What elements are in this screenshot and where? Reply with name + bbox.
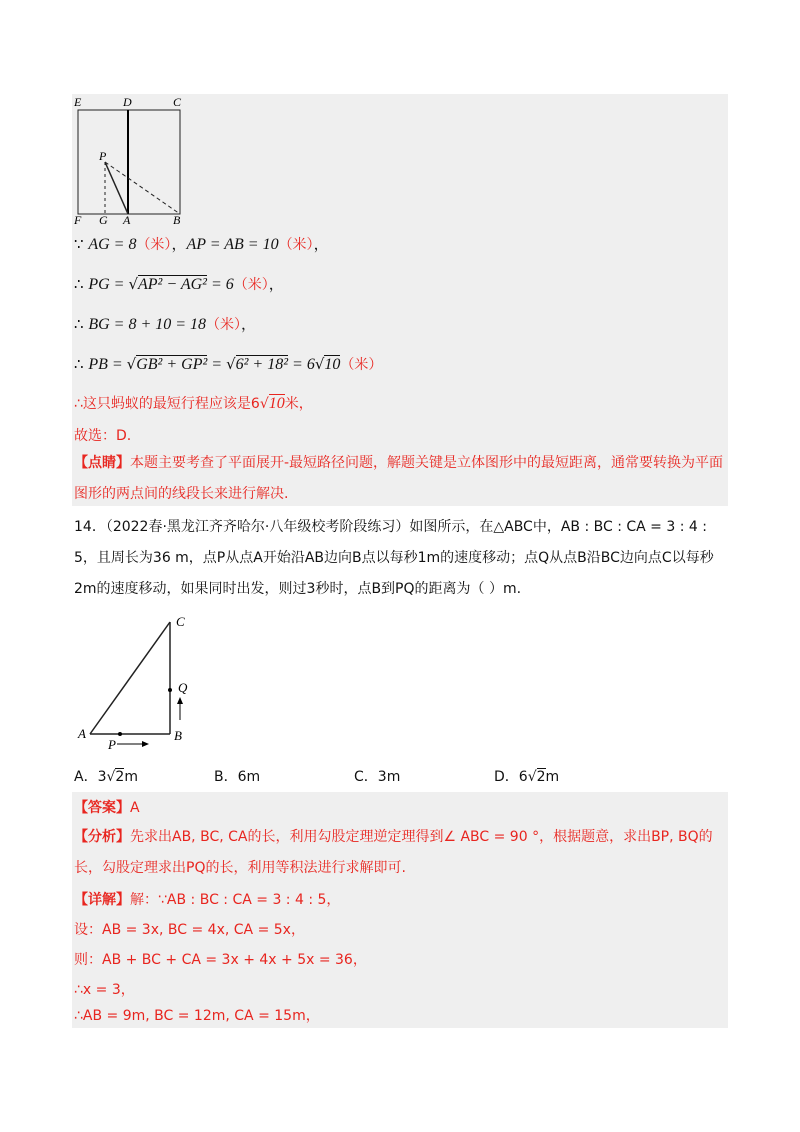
- label-C: C: [173, 95, 182, 109]
- question-14-text: 14．（2022春·黑龙江齐齐哈尔·八年级校考阶段练习）如图所示，在△ABC中，AB : BC : CA = 3 : 4 : 5，且周长为36 m，点P从点A开始沿AB边向B点以每秒1m的速度移动；点Q从点B沿BC边向点C以每秒2m的速度移动，如果同时出发，则过3秒时，点B到PQ的距离为（ ）m.: [74, 519, 714, 597]
- detail-line-5: ∴AB = 9m, BC = 12m, CA = 15m，: [74, 1008, 320, 1024]
- solution-line-1: ∵ AG = 8（米），AP = AB = 10（米），: [74, 235, 329, 253]
- option-d[interactable]: D．6√2m: [494, 769, 560, 785]
- label-P: P: [108, 737, 116, 752]
- answer-line: 【答案】A: [74, 800, 140, 816]
- detail-line-2: 设：AB = 3x, BC = 4x, CA = 5x，: [74, 922, 305, 938]
- label-A: A: [78, 726, 86, 741]
- option-a[interactable]: A．3√2m: [74, 769, 138, 785]
- option-c[interactable]: C．3m: [354, 769, 401, 785]
- label-F: F: [74, 213, 82, 226]
- analysis-paragraph: 【分析】先求出AB, BC, CA的长，利用勾股定理逆定理得到∠ ABC = 90 °，根据题意，求出BP, BQ的长，勾股定理求出PQ的长，利用等积法进行求解即可.: [74, 829, 713, 876]
- detail-line-3: 则：AB + BC + CA = 3x + 4x + 5x = 36，: [74, 952, 367, 968]
- comment-paragraph: 【点睛】本题主要考查了平面展开-最短路径问题，解题关键是立体图形中的最短距离，通常要转换为平面图形的两点间的线段长来进行解决.: [74, 455, 724, 502]
- option-b[interactable]: B．6m: [214, 769, 261, 785]
- detail-line-1: 【详解】解：∵AB : BC : CA = 3 : 4 : 5，: [74, 892, 341, 908]
- label-B: B: [174, 728, 182, 743]
- solution-line-5: ∴这只蚂蚁的最短行程应该是6√10米，: [74, 395, 313, 412]
- solution-line-6: 故选：D.: [74, 428, 132, 444]
- label-E: E: [74, 95, 82, 109]
- label-D: D: [123, 95, 132, 109]
- solution-line-4: ∴ PB = √GB² + GP² = √6² + 18² = 6√10（米）: [74, 355, 383, 373]
- label-C: C: [176, 614, 185, 629]
- label-G: G: [99, 213, 108, 226]
- figure-triangle-abc: [72, 608, 212, 758]
- solution-line-3: ∴ BG = 8 + 10 = 18（米），: [74, 315, 257, 333]
- label-P: P: [99, 149, 107, 163]
- figure-rectangle-unfold: [72, 94, 192, 226]
- label-A: A: [123, 213, 131, 226]
- label-Q: Q: [178, 680, 188, 695]
- label-B: B: [173, 213, 181, 226]
- detail-line-4: ∴x = 3，: [74, 982, 135, 998]
- solution-line-2: ∴ PG = √AP² − AG² = 6（米），: [74, 275, 284, 293]
